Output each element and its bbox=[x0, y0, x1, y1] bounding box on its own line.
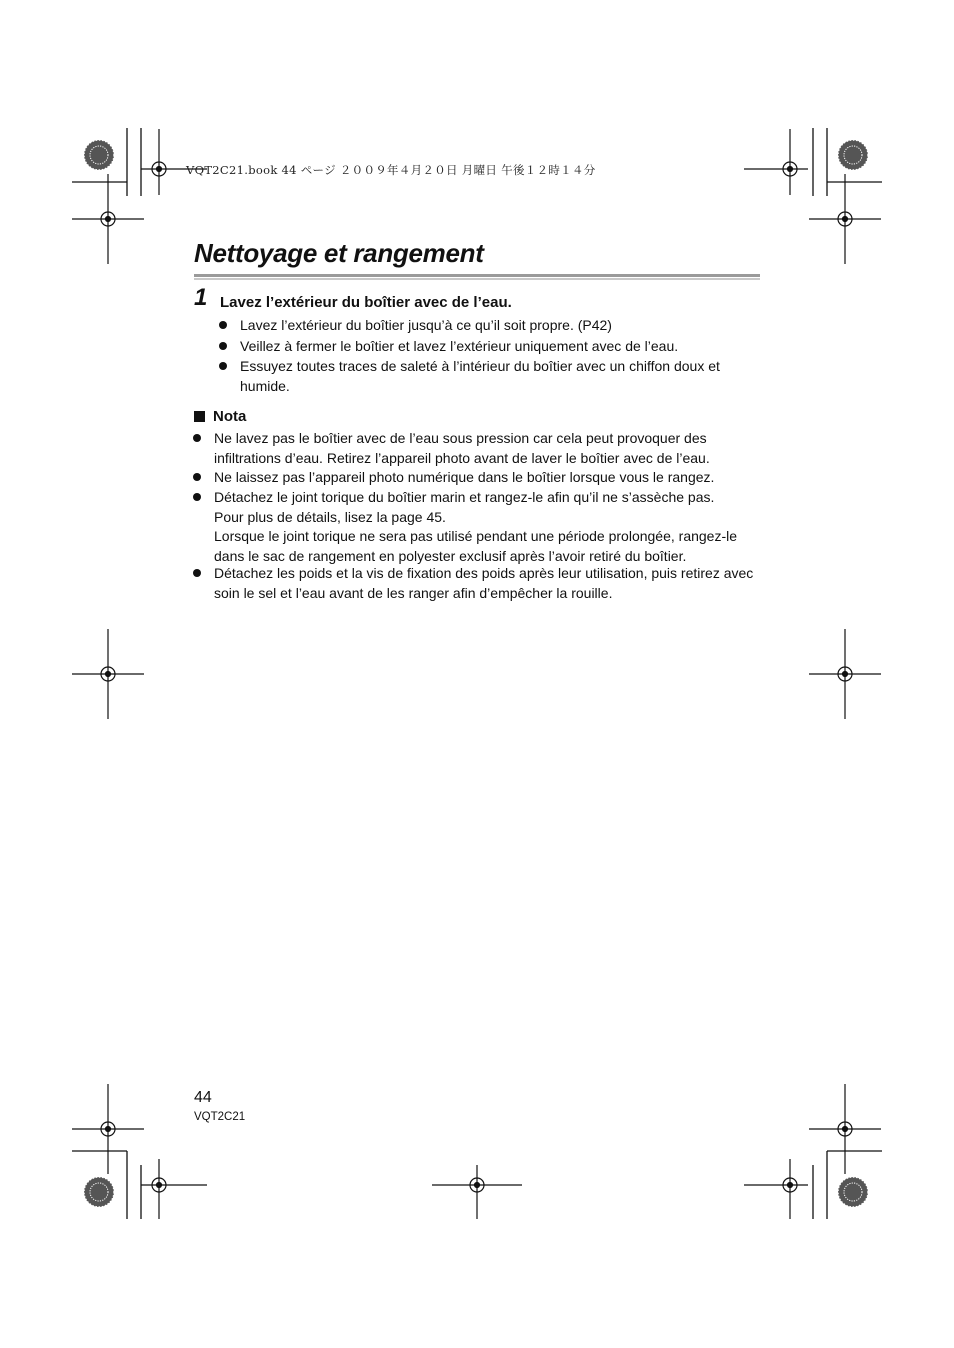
bullet-dot-icon bbox=[219, 321, 227, 329]
model-code: VQT2C21 bbox=[194, 1111, 246, 1123]
nota-item-text: Détachez les poids et la vis de fixation des poids après leur utilisation, puis retirez avec soin le sel et l’eau avant de les ranger afin d’empêcher la rouille. bbox=[214, 565, 754, 601]
step-bullet bbox=[240, 357, 760, 396]
nota-item bbox=[214, 564, 760, 603]
page-title: Nettoyage et rangement bbox=[194, 238, 484, 268]
square-bullet-icon bbox=[194, 411, 205, 422]
page-number: 44 bbox=[194, 1089, 212, 1106]
step-title: Lavez l’extérieur du boîtier avec de l’eau. bbox=[220, 294, 512, 311]
bullet-dot-icon bbox=[193, 569, 201, 577]
title-rule bbox=[194, 274, 760, 281]
print-header-line: VQT2C21.book 44 ページ ２００９年４月２０日 月曜日 午後１２時１４分 bbox=[186, 163, 596, 177]
bullet-dot-icon bbox=[193, 473, 201, 481]
bullet-dot-icon bbox=[219, 362, 227, 370]
nota-item-text: Ne lavez pas le boîtier avec de l’eau sous pression car cela peut provoquer des infiltrations d’eau. Retirez l’appareil photo avant de laver le boîtier avec de l’eau. bbox=[214, 430, 710, 466]
step-bullet-text: Veillez à fermer le boîtier et lavez l’extérieur uniquement avec de l’eau. bbox=[240, 338, 679, 354]
bullet-dot-icon bbox=[193, 493, 201, 501]
nota-item bbox=[214, 468, 760, 488]
nota-item-text: Détachez le joint torique du boîtier marin et rangez-le afin qu’il ne s’assèche pas. bbox=[214, 489, 715, 505]
step-bullet-text: Lavez l’extérieur du boîtier jusqu’à ce qu’il soit propre. (P42) bbox=[240, 317, 612, 333]
step-number: 1 bbox=[194, 284, 208, 311]
step-bullet bbox=[240, 337, 760, 357]
nota-item-text: Ne laissez pas l’appareil photo numérique dans le boîtier lorsque vous le rangez. bbox=[214, 469, 715, 485]
step-bullet bbox=[240, 316, 760, 336]
nota-item bbox=[214, 488, 760, 566]
nota-item-detail: Pour plus de détails, lisez la page 45. bbox=[214, 508, 446, 525]
nota-heading bbox=[194, 408, 246, 425]
bullet-dot-icon bbox=[193, 434, 201, 442]
nota-heading-text: Nota bbox=[213, 408, 247, 425]
nota-item bbox=[214, 429, 760, 468]
nota-item-detail: Lorsque le joint torique ne sera pas utilisé pendant une période prolongée, rangez-le dans le sac de rangement en polyester exclusif après l’avoir retiré du boîtier. bbox=[214, 528, 738, 564]
step-bullet-text: Essuyez toutes traces de saleté à l’intérieur du boîtier avec un chiffon doux et humide. bbox=[240, 358, 720, 394]
bullet-dot-icon bbox=[219, 342, 227, 350]
